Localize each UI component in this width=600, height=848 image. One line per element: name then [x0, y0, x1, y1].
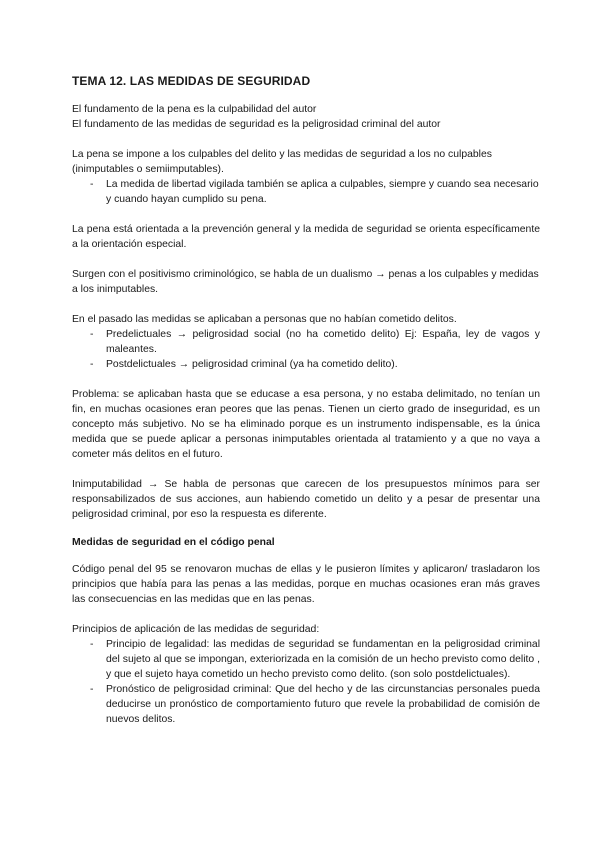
pasado-list — [72, 327, 540, 372]
inimputabilidad-block — [72, 477, 540, 522]
pena-culpables-text: La pena se impone a los culpables del delito y las medidas de seguridad a los no culpables (inimputables o semiimputables). — [72, 149, 492, 175]
codigo-block — [72, 562, 540, 607]
problema-text: Problema: se aplicaban hasta que se educase a esa persona, y no estaba delimitado, no tenían un fin, en muchas ocasiones eran peores que las penas. Tienen un cierto grado de inseguridad, es un concepto más subjetivo. No se ha eliminado porque es un instrumento indispensable, es la única medida que se puede aplicar a personas inimputables orientada al tratamiento y a que no vaya a cometer más delitos en el futuro. — [72, 389, 540, 460]
list-item: - Postdelictuales → peligrosidad criminal (ya ha cometido delito). — [90, 359, 398, 370]
orientada-block — [72, 222, 540, 252]
surgen-block — [72, 267, 540, 297]
principios-intro: Principios de aplicación de las medidas de seguridad: — [72, 624, 320, 635]
intro-line-1: El fundamento de la pena es la culpabilidad del autor — [72, 104, 317, 115]
list-item: - Predelictuales → peligrosidad social (no ha cometido delito) Ej: España, ley de vagos y maleantes. — [90, 329, 540, 355]
pasado-text: En el pasado las medidas se aplicaban a personas que no habían cometido delitos. — [72, 314, 457, 325]
pasado-block — [72, 312, 540, 372]
surgen-text: Surgen con el positivismo criminológico, se habla de un dualismo → penas a los culpables y medidas a los inimputables. — [72, 269, 539, 295]
pena-culpables-block — [72, 147, 540, 207]
intro-block — [72, 102, 540, 132]
list-item: - Pronóstico de peligrosidad criminal: Que del hecho y de las circunstancias personales pueda deducirse un pronóstico de comportamiento futuro que revele la probabilidad de comisión de nuevos delitos. — [90, 684, 540, 725]
pena-culpables-list — [72, 177, 540, 207]
inimputabilidad-text: Inimputabilidad → Se habla de personas que carecen de los presupuestos mínimos para ser responsabilizados de sus acciones, aun habiendo cometido un delito y a pesar de presentar una peligrosidad criminal, por eso la respuesta es diferente. — [72, 479, 540, 520]
page-title: TEMA 12. LAS MEDIDAS DE SEGURIDAD — [72, 74, 311, 88]
intro-line-2: El fundamento de las medidas de seguridad es la peligrosidad criminal del autor — [72, 119, 441, 130]
principios-list — [72, 637, 540, 727]
principios-block — [72, 622, 540, 727]
orientada-text: La pena está orientada a la prevención general y la medida de seguridad se orienta específicamente a la orientación especial. — [72, 224, 540, 250]
section-heading: Medidas de seguridad en el código penal — [72, 537, 275, 548]
codigo-text: Código penal del 95 se renovaron muchas de ellas y le pusieron límites y aplicaron/ trasladaron los principios que había para las penas a las medidas, porque en muchas ocasiones eran más graves las consecuencias en las medidas que en las penas. — [72, 564, 540, 605]
list-item: - Principio de legalidad: las medidas de seguridad se fundamentan en la peligrosidad criminal del sujeto al que se impongan, exteriorizada en la comisión de un hecho previsto como delito , y que el sujeto haya cometido un hecho previsto como delito. (son solo postdelictuales). — [90, 639, 540, 680]
problema-block — [72, 387, 540, 462]
list-item: - La medida de libertad vigilada también se aplica a culpables, siempre y cuando sea necesario y cuando hayan cumplido su pena. — [90, 179, 539, 205]
